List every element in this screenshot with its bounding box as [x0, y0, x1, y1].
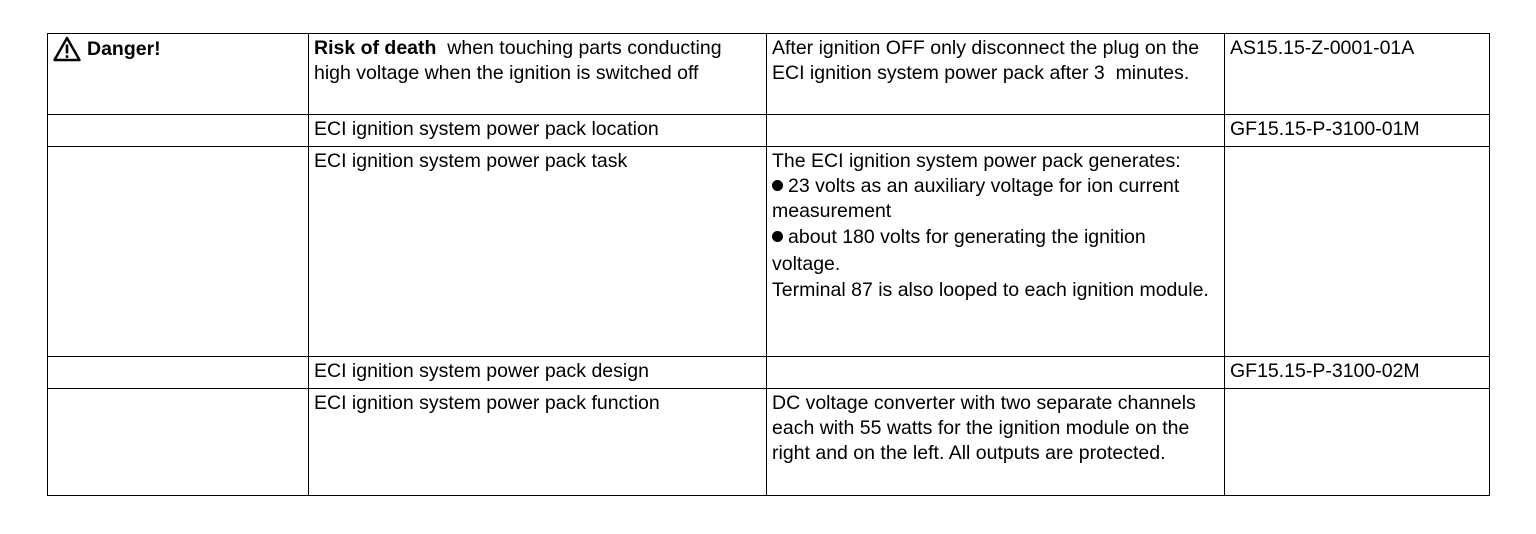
topic-label: ECI ignition system power pack design — [314, 360, 649, 382]
danger-label-wrap — [53, 36, 303, 62]
reference-cell — [1225, 389, 1490, 496]
hazard-title: Risk of death — [314, 37, 437, 59]
topic-label: ECI ignition system power pack task — [314, 150, 628, 172]
hazard-cell — [309, 34, 767, 115]
table-row — [48, 34, 1490, 115]
reference-cell — [1225, 357, 1490, 389]
topic-cell — [309, 147, 767, 357]
danger-cell — [48, 34, 309, 115]
document-table — [47, 33, 1490, 496]
list-item-text: about 180 volts for generating the ignition voltage. — [772, 226, 1146, 275]
topic-label: ECI ignition system power pack location — [314, 118, 659, 140]
table-row — [48, 357, 1490, 389]
reference-cell — [1225, 147, 1490, 357]
empty-cell — [48, 357, 309, 389]
hazard-instruction: After ignition OFF only disconnect the plug on the ECI ignition system power pack after 3 minutes. — [772, 37, 1205, 84]
topic-label: ECI ignition system power pack function — [314, 392, 660, 414]
list-item — [772, 174, 1219, 224]
reference-code: GF15.15-P-3100-01M — [1230, 118, 1420, 140]
description-outro: Terminal 87 is also looped to each ignition module. — [772, 279, 1209, 301]
description-cell — [767, 389, 1225, 496]
reference-code: GF15.15-P-3100-02M — [1230, 360, 1420, 382]
table-row — [48, 147, 1490, 357]
empty-cell — [48, 389, 309, 496]
hazard-instruction-cell — [767, 34, 1225, 115]
description-text: DC voltage converter with two separate channels each with 55 watts for the ignition module on the right and on the left. All outputs are protected. — [772, 392, 1196, 464]
list-item — [772, 224, 1219, 278]
bullet-icon — [772, 180, 783, 191]
table-row — [48, 115, 1490, 147]
reference-cell — [1225, 34, 1490, 115]
topic-cell — [309, 389, 767, 496]
empty-cell — [48, 147, 309, 357]
table-row — [48, 389, 1490, 496]
description-intro: The ECI ignition system power pack generates: — [772, 150, 1181, 172]
list-item-text: 23 volts as an auxiliary voltage for ion current measurement — [772, 175, 1180, 222]
description-cell — [767, 147, 1225, 357]
topic-cell — [309, 357, 767, 389]
reference-cell — [1225, 115, 1490, 147]
bullet-icon — [772, 231, 783, 242]
warning-triangle-icon — [53, 36, 81, 62]
description-cell — [767, 357, 1225, 389]
description-cell — [767, 115, 1225, 147]
hazard-text: when touching parts conducting high voltage when the ignition is switched off — [314, 37, 727, 84]
topic-cell — [309, 115, 767, 147]
danger-label: Danger! — [87, 37, 161, 60]
reference-code: AS15.15-Z-0001-01A — [1230, 37, 1415, 59]
empty-cell — [48, 115, 309, 147]
